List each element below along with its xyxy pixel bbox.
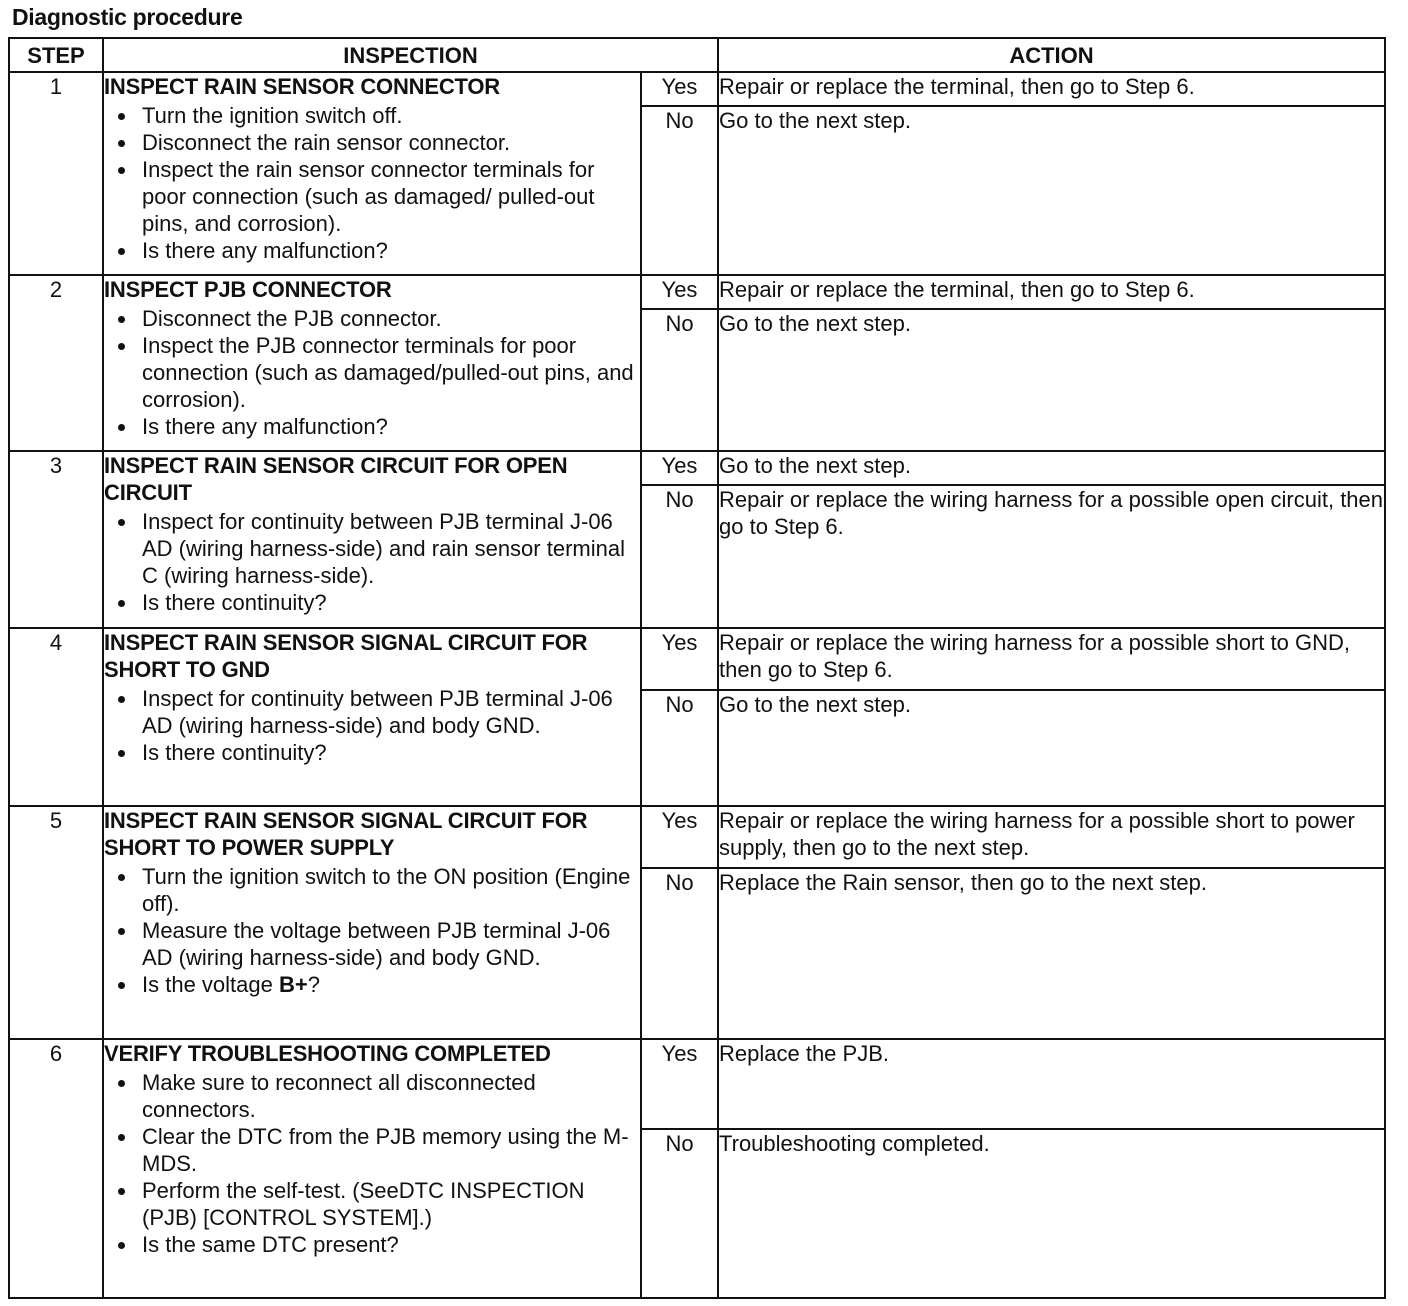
inspection-cell (103, 451, 641, 629)
step-number: 3 (9, 451, 103, 629)
no-label: No (641, 485, 718, 629)
inspection-heading: INSPECT RAIN SENSOR SIGNAL CIRCUIT FOR SHORT TO GND (104, 630, 588, 683)
header-action: ACTION (718, 38, 1385, 72)
voltage-value: B+ (278, 971, 308, 997)
inspection-list (104, 508, 640, 616)
table-row (9, 72, 1385, 106)
inspection-cell (103, 1039, 641, 1298)
inspection-cell (103, 275, 641, 451)
page-title: Diagnostic procedure (12, 4, 243, 30)
inspection-cell (103, 72, 641, 275)
yes-action: Repair or replace the terminal, then go to Step 6. (718, 72, 1385, 106)
no-action: Troubleshooting completed. (718, 1129, 1385, 1298)
yes-label: Yes (641, 628, 718, 690)
inspection-cell (103, 628, 641, 806)
inspection-heading: INSPECT PJB CONNECTOR (104, 276, 392, 302)
list-item: • Turn the ignition switch off. (138, 102, 640, 129)
list-item: • Inspect the rain sensor connector terminals for poor connection (such as damaged/ pulled-out pins, and corrosion). (138, 156, 640, 237)
no-action: Go to the next step. (718, 106, 1385, 275)
header-row (9, 38, 1385, 72)
yes-label: Yes (641, 275, 718, 309)
yes-action: Replace the PJB. (718, 1039, 1385, 1129)
yes-action: Repair or replace the terminal, then go to Step 6. (718, 275, 1385, 309)
list-item: • Measure the voltage between PJB terminal J-06 AD (wiring harness-side) and body GND. (138, 917, 640, 971)
list-item: • Is there continuity? (138, 589, 640, 616)
yes-action: Repair or replace the wiring harness for a possible short to GND, then go to Step 6. (718, 628, 1385, 690)
inspection-list (104, 102, 640, 264)
inspection-heading: VERIFY TROUBLESHOOTING COMPLETED (104, 1040, 551, 1066)
list-item: • Turn the ignition switch to the ON position (Engine off). (138, 863, 640, 917)
no-action: Go to the next step. (718, 690, 1385, 805)
table-row (9, 275, 1385, 309)
step-number: 6 (9, 1039, 103, 1298)
voltage-question: Is the voltage (142, 971, 279, 997)
list-item (138, 971, 640, 998)
table-row (9, 451, 1385, 485)
no-label: No (641, 309, 718, 451)
inspection-list (104, 305, 640, 440)
inspection-list (104, 1069, 640, 1258)
header-inspection: INSPECTION (103, 38, 718, 72)
inspection-list (104, 685, 640, 766)
step-number: 2 (9, 275, 103, 451)
voltage-question-mark: ? (307, 971, 320, 997)
table-row (9, 628, 1385, 690)
table-row (9, 806, 1385, 868)
yes-action: Repair or replace the wiring harness for a possible short to power supply, then go to the next step. (718, 806, 1385, 868)
list-item: • Is there any malfunction? (138, 237, 640, 264)
step-number: 5 (9, 806, 103, 1039)
no-label: No (641, 1129, 718, 1298)
inspection-list (104, 863, 640, 998)
no-label: No (641, 106, 718, 275)
no-label: No (641, 868, 718, 1039)
diagnostic-table (8, 37, 1386, 1299)
inspection-heading: INSPECT RAIN SENSOR SIGNAL CIRCUIT FOR SHORT TO POWER SUPPLY (104, 807, 588, 860)
no-action: Replace the Rain sensor, then go to the next step. (718, 868, 1385, 1039)
yes-label: Yes (641, 72, 718, 106)
list-item: • Disconnect the rain sensor connector. (138, 129, 640, 156)
list-item: • Perform the self-test. (SeeDTC INSPECTION (PJB) [CONTROL SYSTEM].) (138, 1177, 640, 1231)
list-item: • Is the same DTC present? (138, 1231, 640, 1258)
no-action: Go to the next step. (718, 309, 1385, 451)
list-item: • Is there continuity? (138, 739, 640, 766)
list-item: • Inspect the PJB connector terminals for poor connection (such as damaged/pulled-out pins, and corrosion). (138, 332, 640, 413)
list-item: • Make sure to reconnect all disconnected connectors. (138, 1069, 640, 1123)
list-item: • Clear the DTC from the PJB memory using the M-MDS. (138, 1123, 640, 1177)
yes-label: Yes (641, 451, 718, 485)
step-number: 4 (9, 628, 103, 806)
list-item: • Disconnect the PJB connector. (138, 305, 640, 332)
table-row (9, 1039, 1385, 1129)
yes-action: Go to the next step. (718, 451, 1385, 485)
list-item: • Is there any malfunction? (138, 413, 640, 440)
yes-label: Yes (641, 1039, 718, 1129)
yes-label: Yes (641, 806, 718, 868)
header-step: STEP (9, 38, 103, 72)
inspection-heading: INSPECT RAIN SENSOR CIRCUIT FOR OPEN CIRCUIT (104, 452, 568, 505)
list-item: • Inspect for continuity between PJB terminal J-06 AD (wiring harness-side) and body GND. (138, 685, 640, 739)
list-item: • Inspect for continuity between PJB terminal J-06 AD (wiring harness-side) and rain sensor terminal C (wiring harness-side). (138, 508, 640, 589)
inspection-heading: INSPECT RAIN SENSOR CONNECTOR (104, 74, 500, 99)
no-action: Repair or replace the wiring harness for a possible open circuit, then go to Step 6. (718, 485, 1385, 629)
no-label: No (641, 690, 718, 805)
inspection-cell (103, 806, 641, 1039)
step-number: 1 (9, 72, 103, 275)
